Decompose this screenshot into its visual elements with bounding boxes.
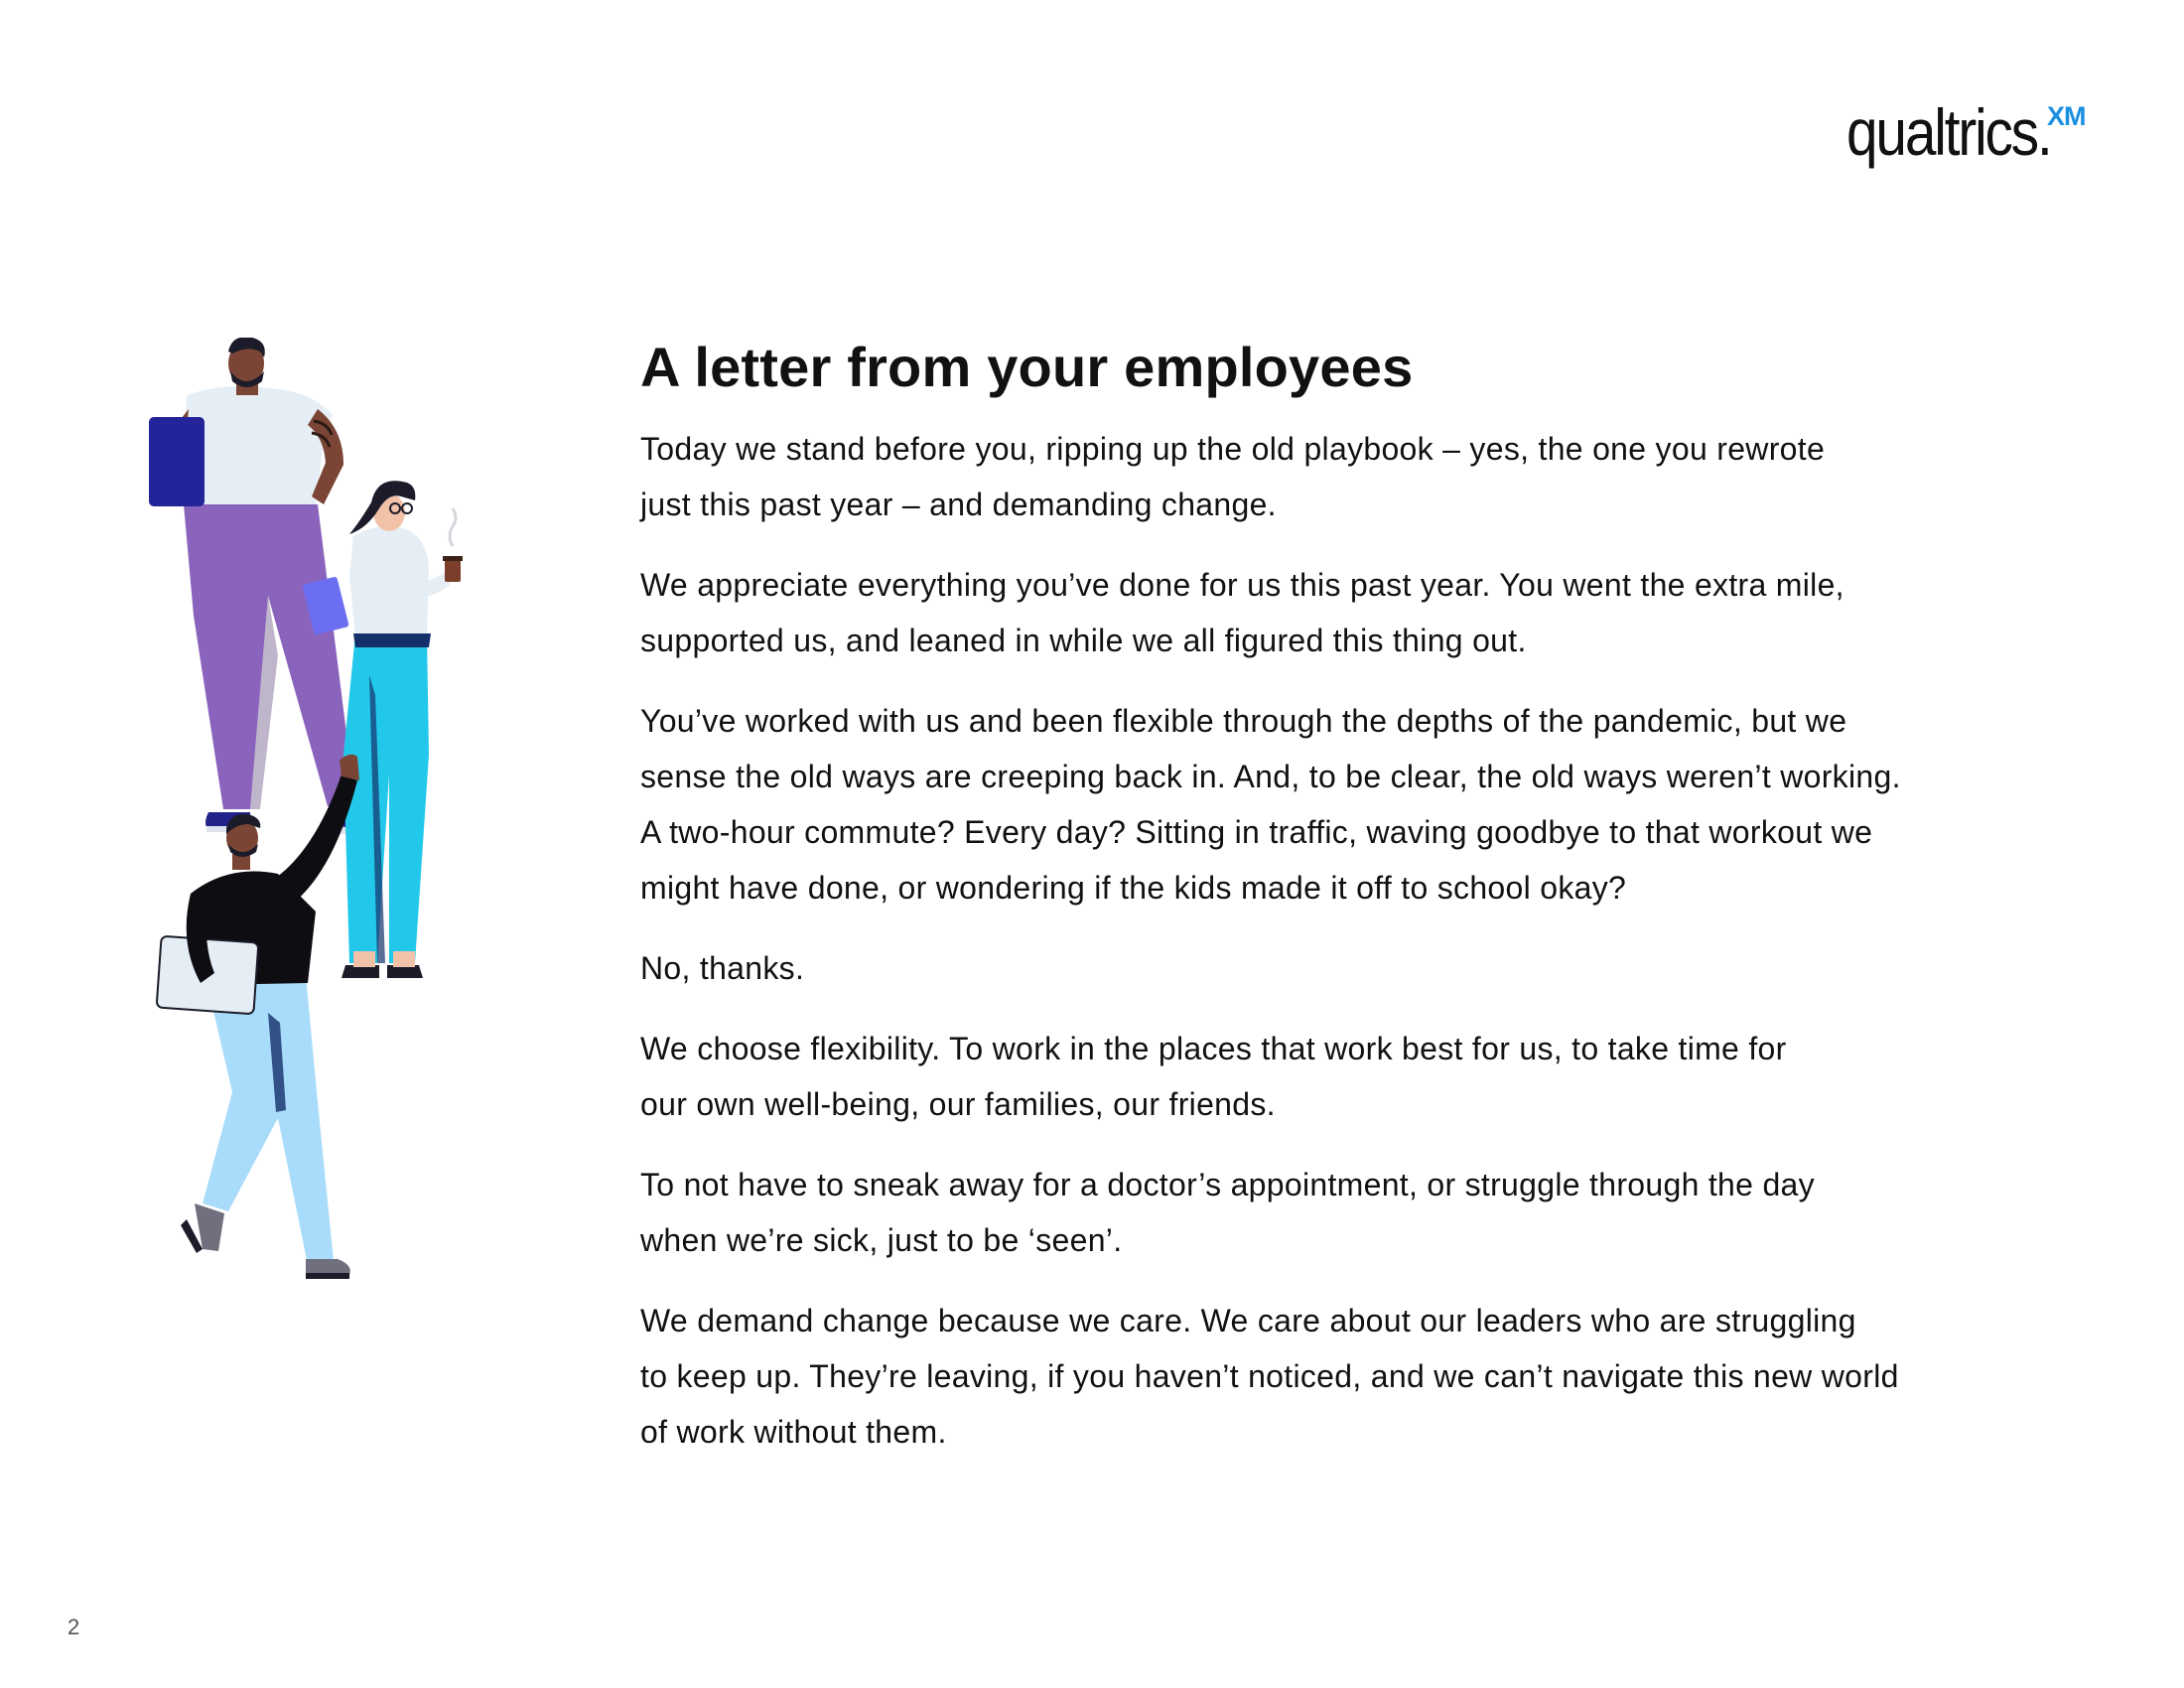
letter-paragraph-6: To not have to sneak away for a doctor’s appointment, or struggle through the day when we’re sick, just to be ‘seen’.: [640, 1167, 1815, 1258]
page-number: 2: [68, 1615, 80, 1639]
man-with-laptop-figure: [157, 755, 359, 1279]
letter-paragraph-3: You’ve worked with us and been flexible through the depths of the pandemic, but we sense the old ways are creeping back in. And, to be clear, the old ways weren’t working. A two-hour commute? Every day? Sitting in traffic, waving goodbye to that workout we might have done, or wondering if the kids made it off to school okay?: [640, 703, 1901, 906]
qualtrics-logo: [1846, 95, 2105, 189]
letter-content: [640, 328, 2050, 1484]
letter-paragraph-4: No, thanks.: [640, 950, 805, 986]
letter-paragraph-1: Today we stand before you, ripping up the old playbook – yes, the one you rewrote just this past year – and demanding change.: [640, 431, 1826, 522]
letter-paragraph-2: We appreciate everything you’ve done for us this past year. You went the extra mile, supported us, and leaned in while we all figured this thing out.: [640, 567, 1844, 658]
page-title: A letter from your employees: [640, 336, 1414, 398]
letter-paragraph-5: We choose flexibility. To work in the places that work best for us, to take time for our own well-being, our families, our friends.: [640, 1031, 1787, 1122]
employees-illustration: [129, 338, 556, 1311]
logo-xm-superscript: XM: [2047, 101, 2086, 131]
man-with-tablet-figure: [149, 338, 373, 834]
logo-wordmark: qualtrics.: [1846, 95, 2051, 169]
letter-paragraph-7: We demand change because we care. We care about our leaders who are struggling to keep up. They’re leaving, if you haven’t noticed, and we can’t navigate this new world of work without them.: [640, 1303, 1899, 1450]
